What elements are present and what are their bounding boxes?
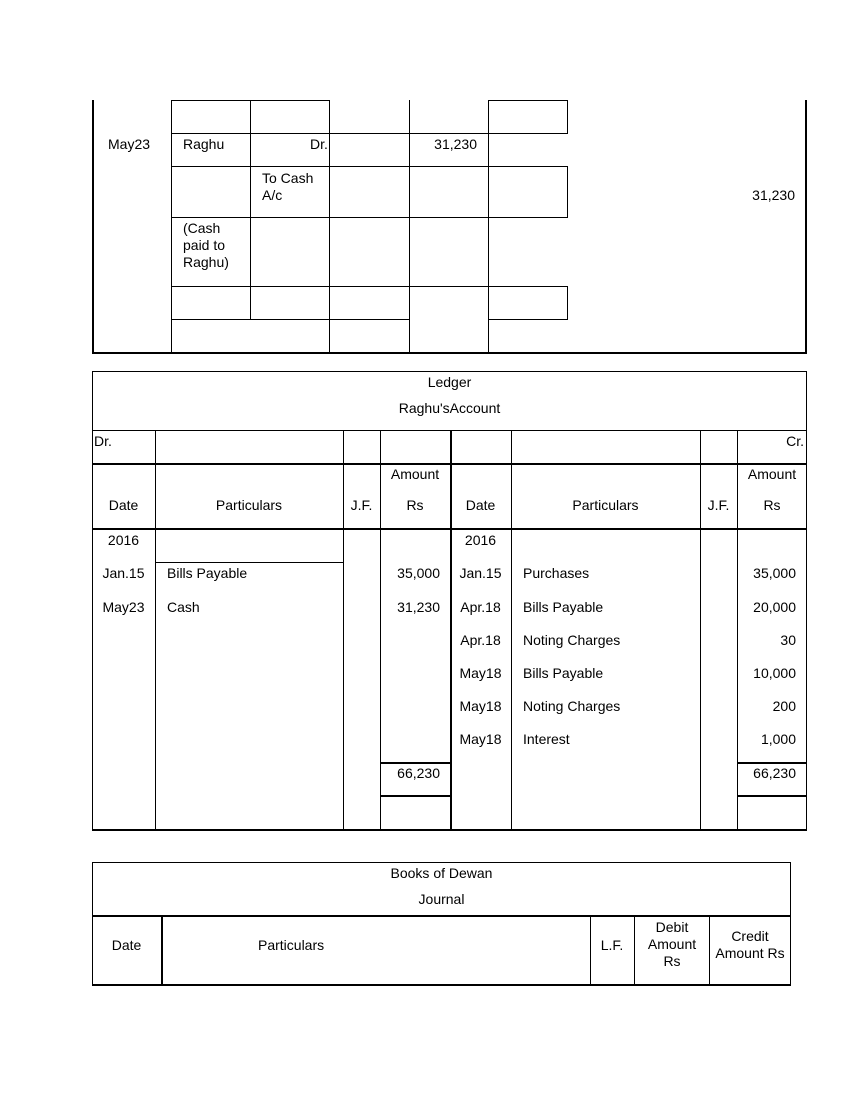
header-jf: J.F. (707, 497, 730, 513)
cr-row-particulars: Bills Payable (523, 665, 604, 681)
header-amount-unit: Rs (406, 497, 424, 513)
total-line (380, 795, 451, 797)
header-amount-unit: Rs (763, 497, 781, 513)
ledger-cr-year: 2016 (464, 532, 497, 548)
header-date: Date (108, 497, 139, 513)
grid-line (161, 915, 163, 986)
grid-line (567, 286, 568, 319)
dewan-header-credit: Credit Amount Rs (715, 928, 785, 961)
total-line (738, 795, 807, 797)
ledger-title: Ledger (427, 374, 472, 390)
ledger-account-name: Raghu'sAccount (398, 400, 501, 416)
header-particulars: Particulars (572, 497, 639, 513)
cr-row-date: Apr.18 (460, 599, 501, 615)
cr-row-particulars: Noting Charges (523, 632, 621, 648)
grid-line (450, 430, 452, 830)
cr-row-date: Jan.15 (459, 565, 502, 581)
cr-row-date: Apr.18 (460, 632, 501, 648)
total-line (738, 762, 807, 764)
dewan-header-debit: Debit Amount Rs (647, 919, 697, 969)
cr-row-date: May18 (459, 698, 502, 714)
grid-line (343, 430, 344, 830)
grid-line (171, 319, 409, 320)
dewan-header-date: Date (111, 937, 142, 953)
dewan-header-lf: L.F. (600, 937, 624, 953)
cr-row-amount: 1,000 (760, 731, 796, 747)
cr-row-particulars: Purchases (523, 565, 590, 581)
ledger-dr-label: Dr. (94, 433, 112, 449)
grid-line (155, 562, 343, 563)
grid-line (171, 286, 568, 287)
header-amount: Amount (390, 466, 440, 482)
grid-line (488, 100, 568, 101)
grid-line (488, 319, 568, 320)
header-amount: Amount (747, 466, 797, 482)
header-date: Date (465, 497, 496, 513)
journal-dr-label: Dr. (310, 136, 328, 152)
grid-line (92, 915, 791, 917)
grid-line (567, 166, 568, 218)
dewan-header-particulars: Particulars (258, 937, 325, 953)
grid-line (511, 430, 512, 830)
cr-row-particulars: Interest (523, 731, 570, 747)
cr-row-amount: 200 (772, 698, 796, 714)
ledger-cr-label: Cr. (786, 433, 804, 449)
grid-line (634, 915, 635, 986)
cr-row-amount: 10,000 (753, 665, 796, 681)
grid-line (171, 217, 568, 218)
dr-row-date: May23 (102, 599, 145, 615)
cr-row-date: May18 (459, 665, 502, 681)
dr-row-amount: 35,000 (397, 565, 440, 581)
dr-row-particulars: Cash (167, 599, 200, 615)
cr-row-particulars: Bills Payable (523, 599, 604, 615)
grid-line (155, 430, 156, 830)
grid-line (171, 100, 172, 353)
grid-line (171, 100, 330, 101)
grid-line (171, 133, 568, 134)
dewan-subtitle: Journal (418, 891, 465, 907)
dr-total: 66,230 (397, 765, 440, 781)
dewan-title: Books of Dewan (390, 865, 493, 881)
grid-line (700, 430, 701, 830)
cr-row-particulars: Noting Charges (523, 698, 621, 714)
journal-credit-account: To Cash A/c (262, 170, 314, 203)
grid-line (488, 100, 489, 353)
cr-row-amount: 20,000 (753, 599, 796, 615)
cr-row-amount: 35,000 (753, 565, 796, 581)
dr-row-date: Jan.15 (102, 565, 145, 581)
header-particulars: Particulars (215, 497, 283, 513)
dr-row-particulars: Bills Payable (167, 565, 248, 581)
frame-right-line (805, 100, 807, 353)
frame-left-line (92, 100, 94, 353)
grid-line (567, 100, 568, 134)
journal-credit-amount: 31,230 (752, 187, 795, 203)
journal-date: May23 (108, 136, 151, 152)
grid-line (171, 166, 568, 167)
journal-debit-account: Raghu (183, 136, 225, 152)
ledger-dr-year: 2016 (107, 532, 140, 548)
cr-row-amount: 30 (780, 632, 796, 648)
dr-row-amount: 31,230 (397, 599, 440, 615)
cr-total: 66,230 (753, 765, 796, 781)
journal-narration: (Cash paid to Raghu) (183, 220, 229, 270)
header-jf: J.F. (350, 497, 373, 513)
total-line (380, 762, 451, 764)
grid-line (329, 100, 330, 353)
frame-bottom-line (92, 352, 807, 354)
journal-debit-amount: 31,230 (434, 136, 477, 152)
cr-row-date: May18 (459, 731, 502, 747)
